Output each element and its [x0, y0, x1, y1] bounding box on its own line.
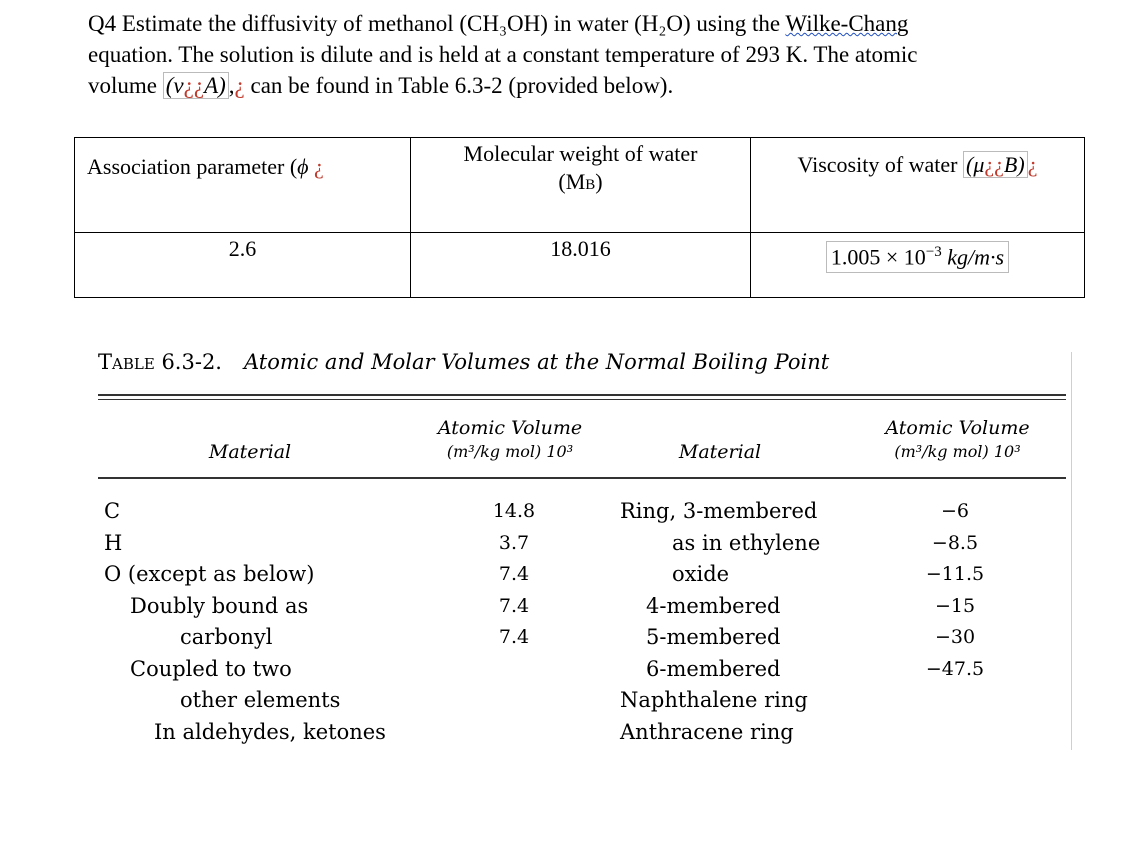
table-cell-value: −47.5: [925, 657, 985, 680]
mw-symbol: (M: [558, 169, 586, 194]
visc-placeholder: ¿¿: [984, 152, 1004, 177]
table-cell-value: −30: [934, 626, 976, 648]
table-row: In aldehydes, ketones: [154, 719, 386, 744]
right-value-column: [910, 496, 1000, 685]
assoc-placeholder: ¿: [314, 154, 324, 179]
eq-placeholder: ¿¿: [183, 73, 205, 98]
value-molecular-weight: [411, 233, 751, 298]
visc-sub: B: [1003, 152, 1018, 177]
table-top-rule: [98, 394, 1066, 396]
question-line-1-text: Q4 Estimate the diffusivity of methanol (CH₃OH) in water (H₂O) using the: [88, 11, 786, 36]
table-cell-value: −6: [940, 500, 969, 522]
visc-placeholder-2: ¿: [1027, 152, 1038, 177]
table-cell-value: −8.5: [931, 531, 979, 554]
header-viscosity: [751, 138, 1085, 233]
viscosity-value-box: [826, 241, 1009, 273]
atomic-volume-right-line-1: Atomic Volume: [885, 417, 1030, 439]
table-row: 5-membered: [646, 625, 781, 649]
table-cell-value: 3.7: [498, 531, 530, 554]
table-caption-label: Table 6.3-2.: [98, 350, 222, 374]
table-row: 6-membered: [646, 656, 781, 681]
eq-var: v: [173, 73, 184, 98]
table-row: other elements: [180, 688, 341, 712]
table-cell-value: 14.8: [492, 500, 536, 522]
assoc-label: Association parameter (: [87, 154, 298, 179]
phi-symbol: ϕ: [297, 154, 309, 179]
header-association-parameter: [75, 138, 411, 233]
eq-sub: A: [204, 73, 219, 98]
table-cell-value: 7.4: [498, 563, 530, 585]
visc-times: × 10: [885, 244, 926, 270]
question-line-1: [88, 8, 1088, 39]
mw-value: 18.016: [550, 236, 611, 261]
atomic-volume-left-line-1: Atomic Volume: [437, 417, 583, 439]
wilke-chang-term: Wilke-Chang: [785, 11, 909, 36]
col-header-atomic-volume-right: [850, 416, 1065, 464]
question-line-3-suffix: can be found in Table 6.3-2 (provided below).: [250, 73, 674, 98]
visc-exponent: −3: [925, 244, 942, 260]
table-row: O (except as below): [104, 562, 315, 586]
question-line-3: [88, 70, 1088, 101]
table-row: Ring, 3-membered: [620, 499, 818, 523]
question-line-2: equation. The solution is dilute and is held at a constant temperature of 293 K. The atomic: [88, 42, 918, 67]
table-caption-title: Atomic and Molar Volumes at the Normal Boiling Point: [243, 350, 830, 374]
atomic-volume-equation: (v¿¿A): [163, 72, 229, 99]
table-cell-value: −15: [934, 594, 976, 617]
viscosity-symbol-box: (μ¿¿B): [963, 151, 1028, 178]
table-row: as in ethylene: [672, 530, 821, 555]
table-row: 4-membered: [646, 593, 781, 618]
mw-close: ): [595, 169, 603, 194]
col-header-material-right: Material: [678, 441, 762, 463]
parameter-table: [74, 137, 1085, 298]
table-row: C: [104, 499, 121, 523]
table-cell-value: 7.4: [498, 594, 530, 617]
mu-symbol: μ: [973, 152, 985, 177]
question-text: [88, 8, 1088, 101]
table-row: Naphthalene ring: [620, 688, 808, 712]
table-cell-value: −11.5: [925, 563, 985, 585]
question-line-3-prefix: volume: [88, 73, 157, 98]
value-association-parameter: [75, 233, 411, 298]
eq-placeholder-2: ¿: [234, 73, 245, 98]
col-header-material-left: Material: [208, 441, 292, 463]
table-row: carbonyl: [180, 625, 273, 649]
table-caption: [98, 350, 829, 374]
scan-edge-line: [1071, 352, 1072, 750]
right-material-column: [620, 496, 820, 748]
atomic-volume-left-line-2: (m³/kg mol) 10³: [446, 442, 574, 461]
table-header-rule: [98, 477, 1066, 479]
visc-label: Viscosity of water: [797, 152, 958, 177]
table-row: H: [104, 530, 123, 555]
left-material-column: [104, 496, 386, 748]
visc-unit: kg/m·s: [947, 244, 1005, 270]
left-value-column: [470, 496, 558, 654]
mw-label: Molecular weight of water: [463, 141, 698, 166]
eq-comma: ,: [228, 73, 235, 98]
visc-mantissa: 1.005: [830, 244, 881, 270]
value-viscosity: [751, 233, 1085, 298]
mw-sub: B: [585, 177, 596, 193]
table-row: Anthracene ring: [620, 719, 794, 744]
table-cell-value: 7.4: [498, 626, 530, 648]
header-molecular-weight: [411, 138, 751, 233]
table-row: Coupled to two: [130, 656, 292, 681]
col-header-atomic-volume-left: [400, 416, 620, 464]
table-top-rule-2: [98, 399, 1066, 400]
table-row: Doubly bound as: [130, 593, 309, 618]
table-row: oxide: [672, 562, 730, 586]
atomic-volume-right-line-2: (m³/kg mol) 10³: [894, 442, 1021, 461]
assoc-value: 2.6: [228, 236, 257, 261]
